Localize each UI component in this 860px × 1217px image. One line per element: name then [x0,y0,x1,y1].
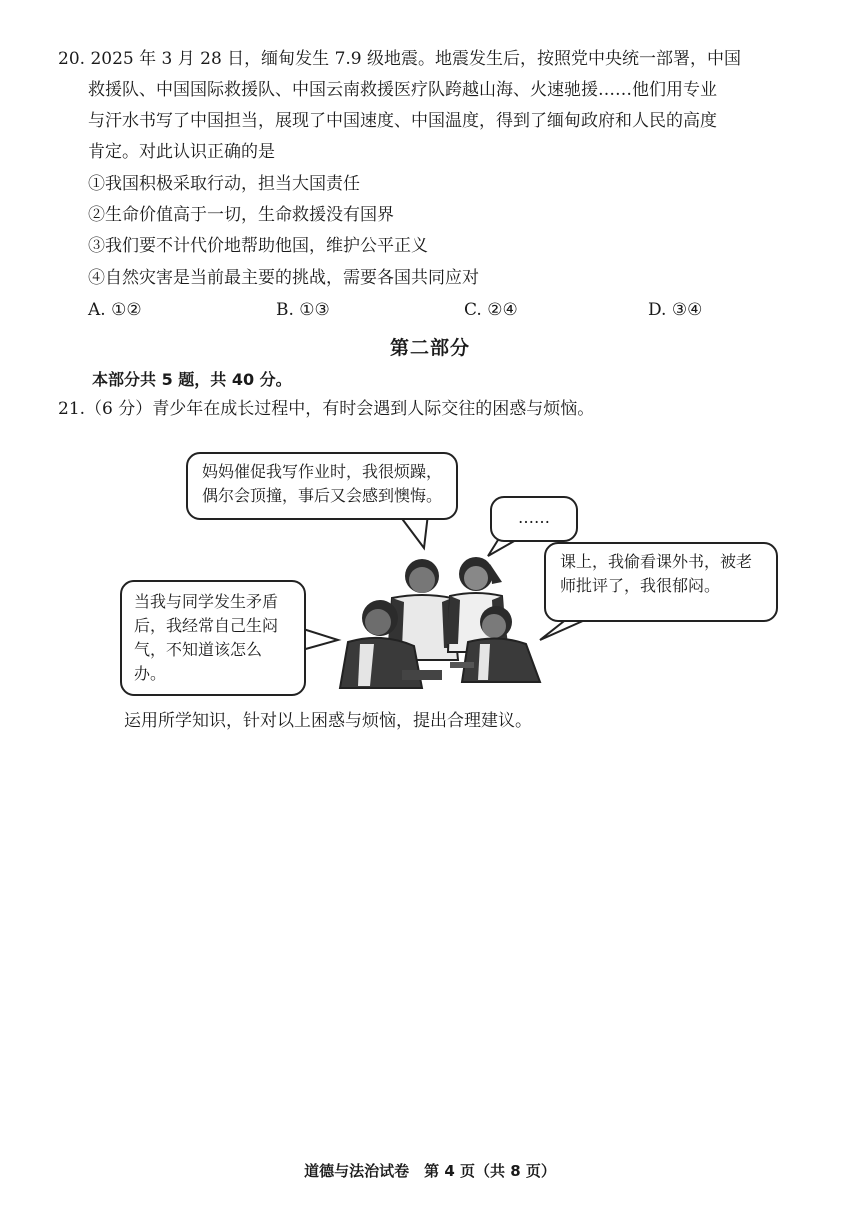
page-footer: 道德与法治试卷 第 4 页（共 8 页） [304,1162,556,1180]
q20-option-c: C. ②④ [464,300,518,320]
q21-instruction: 运用所学知识，针对以上困惑与烦恼，提出合理建议。 [124,711,532,731]
q20-stem-line-4: 肯定。对此认识正确的是 [88,142,275,162]
students-illustration [330,552,550,692]
speech-bubble-mother: 妈妈催促我写作业时，我很烦躁，偶尔会顶撞，事后又会感到懊悔。 [186,452,458,520]
q21-stem: 21.（6 分）青少年在成长过程中，有时会遇到人际交往的困惑与烦恼。 [58,399,595,419]
q20-stem-line-3: 与汗水书写了中国担当，展现了中国速度、中国温度，得到了缅甸政府和人民的高度 [88,111,717,131]
q20-statement-3: ③我们要不计代价地帮助他国，维护公平正义 [88,236,428,256]
q20-statement-1: ①我国积极采取行动，担当大国责任 [88,174,360,194]
section-title: 第二部分 [389,337,470,359]
q20-option-a: A. ①② [88,300,142,320]
section-note: 本部分共 5 题，共 40 分。 [92,370,292,389]
q20-stem-line-1: 20. 2025 年 3 月 28 日，缅甸发生 7.9 级地震。地震发生后，按照党中央统一部署，中国 [58,49,742,69]
speech-bubble-ellipsis: …… [490,496,578,542]
speech-bubble-teacher: 课上，我偷看课外书，被老师批评了，我很郁闷。 [544,542,778,622]
q20-option-d: D. ③④ [648,300,703,320]
q20-statement-4: ④自然灾害是当前最主要的挑战，需要各国共同应对 [88,268,479,288]
q20-statement-2: ②生命价值高于一切，生命救援没有国界 [88,205,394,225]
q20-option-b: B. ①③ [276,300,330,320]
q20-stem-line-2: 救援队、中国国际救援队、中国云南救援医疗队跨越山海、火速驰援……他们用专业 [88,80,717,100]
speech-bubble-classmate: 当我与同学发生矛盾后，我经常自己生闷气，不知道该怎么办。 [120,580,306,696]
